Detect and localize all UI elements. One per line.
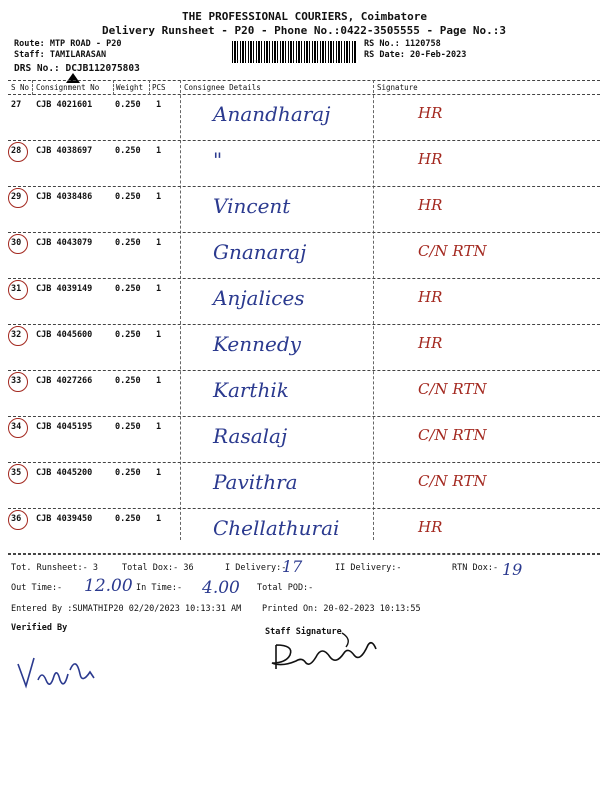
row-sno: 35 [11,468,22,478]
table-row [8,464,600,510]
in-time-label: In Time:- [136,583,183,593]
row-consignment-no: CJB 4021601 [36,100,93,110]
ii-delivery-label: II Delivery:- [335,563,402,573]
staff-signature [262,625,382,675]
row-pcs: 1 [156,514,162,524]
row-weight: 0.250 [115,422,141,432]
row-consignment-no: CJB 4039450 [36,514,93,524]
row-pcs: 1 [156,330,162,340]
divider [8,553,600,554]
row-consignment-no: CJB 4038697 [36,146,93,156]
printed-on: Printed On: 20-02-2023 10:13:55 [262,604,421,614]
rtn-dox-value: 19 [502,560,523,579]
verified-by-label: Verified By [11,623,68,633]
rtn-dox-label: RTN Dox:- [452,563,499,573]
divider [8,80,600,81]
col-sno: S No [11,83,30,92]
row-consignee: Pavithra [213,470,298,494]
row-sno: 29 [11,192,22,202]
divider [8,232,600,233]
row-signature: HR [418,288,443,306]
table-row [8,510,600,556]
row-consignee: Karthik [213,378,289,402]
table-row [8,372,600,418]
divider [8,324,600,325]
row-pcs: 1 [156,468,162,478]
row-signature: HR [418,518,443,536]
entered-by: Entered By :SUMATHIP20 02/20/2023 10:13:31 AM [11,604,242,614]
row-consignment-no: CJB 4039149 [36,284,93,294]
divider [8,462,600,463]
rs-date: RS Date: 20-Feb-2023 [364,50,467,60]
i-delivery-value: 17 [282,557,303,576]
arrow-mark-icon [66,73,80,83]
col-divider [149,80,150,95]
row-signature: HR [418,196,443,214]
row-signature: C/N RTN [418,426,487,444]
row-weight: 0.250 [115,468,141,478]
row-sno: 36 [11,514,22,524]
col-divider [32,80,33,95]
row-sno: 30 [11,238,22,248]
runsheet-title: Delivery Runsheet - P20 - Phone No.:0422-3505555 - Page No.:3 [102,24,506,37]
row-consignee: Anjalices [213,286,305,310]
table-row [8,234,600,280]
divider [8,94,600,95]
row-consignee: Vincent [213,194,291,218]
divider [8,370,600,371]
row-weight: 0.250 [115,100,141,110]
i-delivery-label: I Delivery:- [225,563,287,573]
table-row [8,142,600,188]
route-label: Route: MTP ROAD - P20 [14,39,122,49]
col-signature: Signature [377,83,418,92]
row-consignment-no: CJB 4038486 [36,192,93,202]
divider [8,278,600,279]
row-consignee: Gnanaraj [213,240,307,264]
row-signature: HR [418,104,443,122]
row-pcs: 1 [156,376,162,386]
row-consignee: Anandharaj [213,102,331,126]
row-signature: C/N RTN [418,472,487,490]
barcode [232,41,356,63]
company-title: THE PROFESSIONAL COURIERS, Coimbatore [182,10,428,23]
row-consignment-no: CJB 4043079 [36,238,93,248]
row-signature: HR [418,150,443,168]
row-weight: 0.250 [115,192,141,202]
divider [8,186,600,187]
row-sno: 32 [11,330,22,340]
divider [8,416,600,417]
row-pcs: 1 [156,146,162,156]
table-row [8,188,600,234]
row-weight: 0.250 [115,330,141,340]
col-consignment: Consignment No [36,83,100,92]
row-signature: C/N RTN [418,380,487,398]
staff-label: Staff: TAMILARASAN [14,50,107,60]
row-pcs: 1 [156,238,162,248]
row-consignment-no: CJB 4045200 [36,468,93,478]
row-consignment-no: CJB 4045195 [36,422,93,432]
total-pod: Total POD:- [257,583,314,593]
table-row [8,96,600,142]
row-pcs: 1 [156,284,162,294]
verifier-signature [14,650,104,700]
row-signature: C/N RTN [418,242,487,260]
row-consignee: Chellathurai [213,516,340,540]
row-signature: HR [418,334,443,352]
row-consignee: Rasalaj [213,424,288,448]
staff-signature-label: Staff Signature [265,627,342,637]
col-pcs: PCS [152,83,166,92]
row-sno: 33 [11,376,22,386]
col-consignee: Consignee Details [184,83,261,92]
row-consignment-no: CJB 4027266 [36,376,93,386]
row-consignee: " [213,148,223,172]
row-sno: 31 [11,284,22,294]
out-time-label: Out Time:- [11,583,63,593]
divider [8,508,600,509]
table-row [8,418,600,464]
table-row [8,326,600,372]
row-pcs: 1 [156,192,162,202]
row-sno: 28 [11,146,22,156]
divider [8,140,600,141]
row-consignment-no: CJB 4045600 [36,330,93,340]
row-weight: 0.250 [115,284,141,294]
in-time-value: 4.00 [202,578,240,598]
row-weight: 0.250 [115,376,141,386]
total-dox: Total Dox:- 36 [122,563,194,573]
row-pcs: 1 [156,422,162,432]
rs-number: RS No.: 1120758 [364,39,441,49]
tot-runsheet: Tot. Runsheet:- 3 [11,563,98,573]
row-weight: 0.250 [115,514,141,524]
row-weight: 0.250 [115,238,141,248]
row-weight: 0.250 [115,146,141,156]
row-consignee: Kennedy [213,332,301,356]
drs-number: DRS No.: DCJB112075803 [14,63,140,74]
row-sno: 27 [11,100,22,110]
table-row [8,280,600,326]
col-divider [113,80,114,95]
out-time-value: 12.00 [84,576,133,596]
row-sno: 34 [11,422,22,432]
row-pcs: 1 [156,100,162,110]
col-weight: Weight [116,83,144,92]
divider [8,554,600,555]
